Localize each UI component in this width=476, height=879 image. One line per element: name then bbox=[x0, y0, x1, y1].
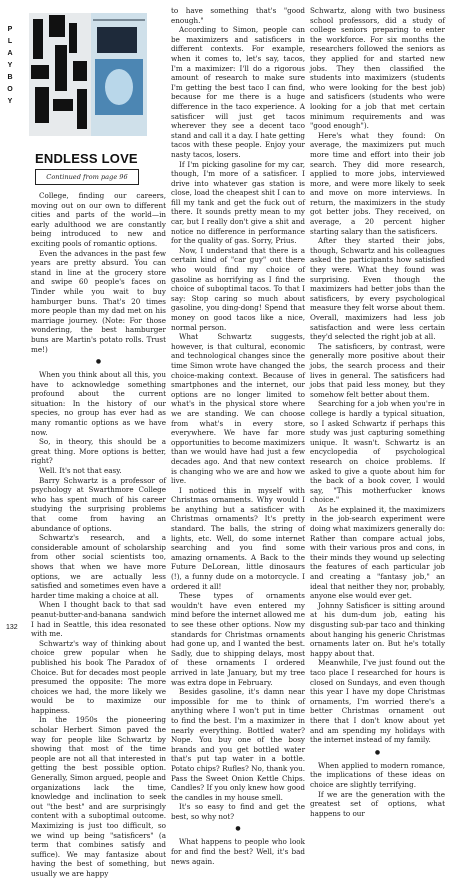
column-2 bbox=[171, 6, 305, 866]
continued-note: Continued from page 96 bbox=[35, 169, 139, 185]
paragraph: When you think about all this, you have to acknowledge something profound about the current situation: In the history of our species, no group has ever had as many romantic options as we have now. bbox=[31, 370, 166, 437]
paragraph: So, in theory, this should be a great thing. More options is better, right? bbox=[31, 437, 166, 466]
paragraph: According to Simon, people can be maximizers and satisficers in different contexts. For example, when it comes to, let's say, tacos, I'm a maximizer: I'll do a rigorous amount of research to make sure I'm getting the best taco I can find, because for me there is a huge difference in the taco experience. A satisficer will just get tacos wherever they see a decent taco stand and call it a day. I hate getting tacos with these people. Enjoy your nasty tacos, losers. bbox=[171, 25, 305, 159]
paragraph: Barry Schwartz is a professor of psychology at Swarthmore College who has spent much of his career studying the surprising problems that come from having an abundance of options. bbox=[31, 475, 166, 533]
paragraph: Schwartz, along with two business school professors, did a study of college seniors preparing to enter the workforce. For six months the researchers followed the seniors as they applied for and started new jobs. They then classified the students into maximizers (students who were looking for the best job) and satisficers (students who were looking for a job that met certain minimum requirements and was "good enough"). bbox=[310, 6, 445, 131]
paragraph: Even the advances in the past few years are pretty absurd. You can stand in line at the grocery store and swipe 60 people's faces on Tinder while you wait to buy hamburger buns. That's 20 times more people than my dad met on his marriage journey. (Note: For those wondering, the best hamburger buns are Martin's potato rolls. Trust me!) bbox=[31, 248, 166, 354]
illustration-pattern bbox=[29, 13, 91, 136]
paragraph: In the 1950s the pioneering scholar Herbert Simon paved the way for people like Schwartz by showing that most of the time people are not all that interested in getting the best possible option. Generally, Simon argued, people and organizations lack the time, knowledge and inclination to seek out "the best" and are surprisingly content with a suboptimal outcome. Maximizing is just too difficult, so we wind up being "satisficers" (a term that combines satisfy and suffice). We may fantasize about having the best of something, but usually we are happy bbox=[31, 715, 166, 878]
section-break-bullet: ● bbox=[374, 748, 381, 756]
section-break-bullet: ● bbox=[95, 358, 102, 366]
illustration-magazine bbox=[91, 13, 147, 136]
column-1 bbox=[31, 191, 166, 879]
paragraph: Searching for a job when you're in college is hardly a typical situation, so I asked Schwartz if perhaps this study was just capturing something unique. It wasn't. Schwartz is an encyclopedia of psychological research on choice problems. If asked to give a quote about him for the back of a book cover, I would say, "This motherfucker knows choice." bbox=[310, 399, 445, 505]
paragraph: The satisficers, by contrast, were generally more positive about their jobs, the search process and their lives in general. The satisficers had jobs that paid less money, but they somehow felt better about them. bbox=[310, 341, 445, 399]
paragraph: Schwartz's way of thinking about choice grew popular when he published his book The Paradox of Choice. But for decades most people presumed the opposite: The more choices we had, the more likely we would be to maximize our happiness. bbox=[31, 638, 166, 715]
paragraph: What Schwartz suggests, however, is that cultural, economic and technological changes since the time Simon wrote have changed the choice-making context. Because of smartphones and the internet, our options are no longer limited to what's in the physical store where we are standing. We can choose from what's in every store, everywhere. We have far more opportunities to become maximizers than we would have had just a few decades ago. And that new context is changing who we are and how we live. bbox=[171, 332, 305, 486]
paragraph: After they started their jobs, though, Schwartz and his colleagues asked the participants how satisfied they were. What they found was surprising. Even though the maximizers had better jobs than the satisficers, by every psychological measure they felt worse about them. Overall, maximizers had less job satisfaction and were less certain they'd selected the right job at all. bbox=[310, 236, 445, 342]
paragraph: As he explained it, the maximizers in the job-search experiment were doing what maximizers generally do: Rather than compare actual jobs, with their various pros and cons, in their minds they wound up selecting the features of each particular job and creating a "fantasy job," an ideal that neither they nor, probably, anyone else would ever get. bbox=[310, 504, 445, 601]
paragraph: Besides gasoline, it's damn near impossible for me to think of anything where I won't put in time to find the best. I'm a maximizer in nearly everything. Bottled water? Nope. You buy one of the bosy brands and you get bottled water that's put tap water in a bottle. Potato chips? Rufles? No, thank you. Pass the Sweet Onion Kettle Chips. Candles? If you only knew how good the candles in my house smell. bbox=[171, 687, 305, 802]
article-title: ENDLESS LOVE bbox=[35, 151, 138, 166]
paragraph: I noticed this in myself with Christmas ornaments. Why would I be anything but a satisficer with Christmas ornaments? It's pretty standard. The balls, the string of lights, etc. Well, do some internet searching and you find some amazing ornaments. A Back to the Future DeLorean, little dinosaurs (!), a funny dude on a motorcycle. I ordered it all! bbox=[171, 485, 305, 591]
paragraph: Schwartz's research, and a considerable amount of scholarship from other social scientists too, shows that when we have more options, we are actually less satisfied and sometimes even have a harder time making a choice at all. bbox=[31, 533, 166, 600]
paragraph: Meanwhile, I've just found out the taco place I researched for hours is closed on Sundays, and even though this year I have my dope Christmas ornaments, I'm worried there's a better Christmas ornament out there that I don't know about yet and am spending my holidays with the internet instead of my family. bbox=[310, 658, 445, 745]
magazine-name-text: P L A Y B O Y bbox=[7, 26, 13, 105]
paragraph: College, finding our careers, moving out on our own to different cities and parts of the world—in early adulthood we are constantly being introduced to new and exciting pools of romantic options. bbox=[31, 191, 166, 248]
paragraph: What happens to people who look for and find the best? Well, it's bad news again. bbox=[171, 837, 305, 866]
paragraph: If we are the generation with the greatest set of options, what happens to our bbox=[310, 789, 445, 818]
paragraph: It's so easy to find and get the best, so why not? bbox=[171, 802, 305, 821]
page-number: 132 bbox=[6, 624, 18, 631]
paragraph: These types of ornaments wouldn't have even entered my mind before the internet allowed me to see these other options. Now my standards for Christmas ornaments had gone up, and I wanted the best. Sadly, due to shipping delays, most of these ornaments I ordered arrived in late January, but my tree was extra dope in February. bbox=[171, 591, 305, 687]
article-illustration bbox=[29, 13, 147, 136]
paragraph: Johnny Satisficer is sitting around at his dum-dum job, eating his disgusting sub-par taco and thinking about hanging his generic Christmas ornaments later on. But he's totally happy about that. bbox=[310, 600, 445, 658]
column-3 bbox=[310, 6, 445, 818]
paragraph: Well. It's not that easy. bbox=[39, 466, 122, 476]
paragraph: When I thought back to that sad peanut-butter-and-banana sandwich I had in Seattle, this idea resonated with me. bbox=[31, 600, 166, 639]
paragraph: Here's what they found: On average, the maximizers put much more time and effort into their job search. They did more research, applied to more jobs, interviewed more, and were more likely to seek and move on more interviews. In return, the maximizers in the study got better jobs. They received, on average, a 20 percent higher starting salary than the satisficers. bbox=[310, 130, 445, 236]
section-break-bullet: ● bbox=[235, 825, 241, 833]
magazine-name bbox=[5, 24, 15, 108]
paragraph: to have something that's "good enough." bbox=[171, 6, 305, 25]
paragraph: If I'm picking gasoline for my car, though, I'm more of a satisficer. I drive into whatever gas station is close, load the cheapest shit I can to fill my tank and get the fuck out of there. It sounds pretty mean to my car, but I really don't give a shit and notice no difference in performance for the quality of gas. Sorry, Prius. bbox=[171, 159, 305, 246]
paragraph: Now, I understand that there is a certain kind of "car guy" out there who would find my choice of gasoline as horrifying as I find the choice of suboptimal tacos. To that I say: Stop caring so much about gasoline, you ding-dong! Spend that money on good tacos like a nice, normal person. bbox=[171, 245, 305, 332]
paragraph: When applied to modern romance, the implications of these ideas on choice are slightly terrifying. bbox=[310, 760, 445, 789]
